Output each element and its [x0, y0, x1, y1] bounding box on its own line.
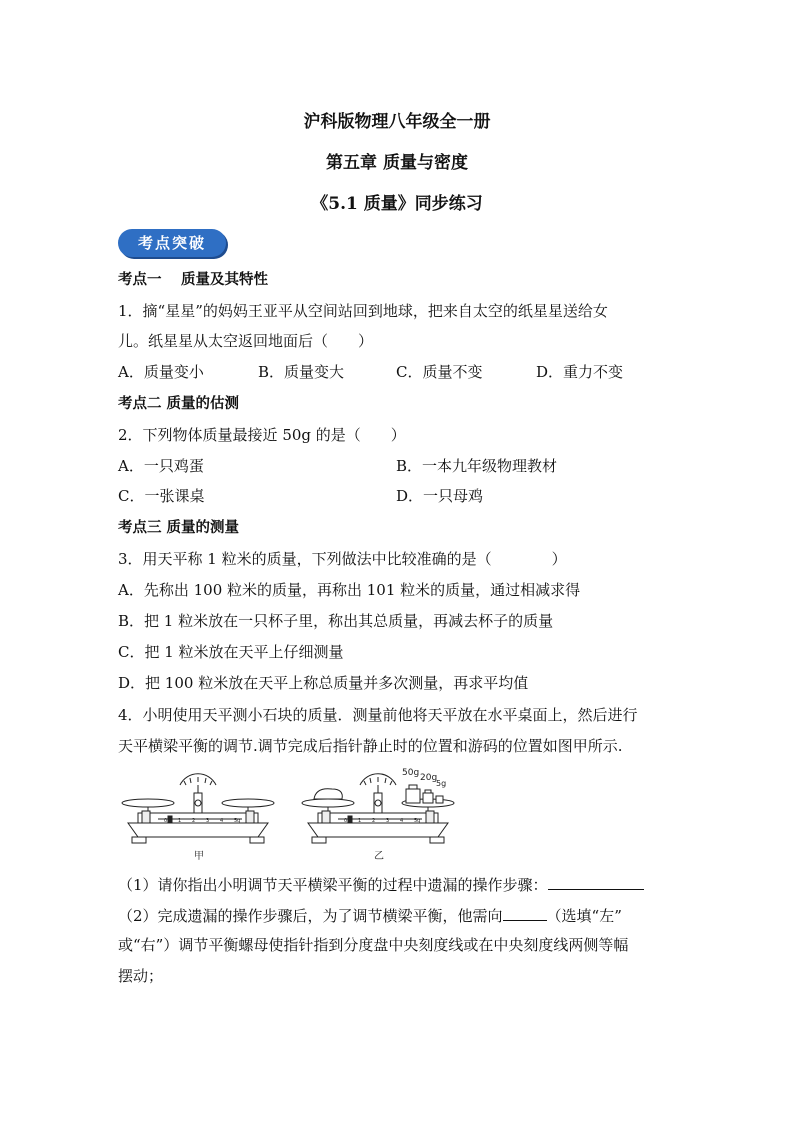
sub2-line1: [118, 904, 622, 926]
weight-5g: [436, 796, 443, 803]
scale-tick-label: 2: [192, 818, 196, 824]
sub2-line3: 摆动；: [118, 967, 164, 985]
scale-tick-label: 5g: [414, 818, 421, 824]
chapter-title: 第五章 质量与密度: [326, 153, 468, 173]
scale-tick-label: 2: [372, 818, 376, 824]
topic2-heading: 考点二 质量的估测: [118, 396, 240, 412]
sub2-line2: 或“右”）调节平衡螺母使指针指到分度盘中央刻度线或在中央刻度线两侧等幅: [118, 936, 629, 954]
balance-a: [122, 774, 274, 862]
weight-label-50g: 50g: [402, 768, 420, 778]
fig-label-b: 乙: [374, 851, 384, 862]
weight-50g: [406, 789, 420, 803]
q4-line1: 4．小明使用天平测小石块的质量．测量前他将天平放在水平桌面上，然后进行: [118, 706, 638, 724]
q3-option-c: C．把 1 粒米放在天平上仔细测量: [118, 643, 344, 661]
q3-option-d: D．把 100 粒米放在天平上称总质量并多次测量，再求平均值: [118, 674, 529, 692]
q1-option-a: A．质量变小: [118, 363, 204, 381]
weight-20g: [423, 793, 433, 803]
topic-badge: 考点突破: [118, 229, 226, 257]
answer-blank-2[interactable]: [503, 904, 547, 921]
topic1-heading: 考点一 质量及其特性: [118, 272, 269, 288]
q1-line2: 儿。纸星星从太空返回地面后（ ）: [118, 332, 374, 350]
q3-option-a: A．先称出 100 粒米的质量，再称出 101 粒米的质量，通过相减求得: [118, 581, 581, 599]
scale-tick-label: 1: [358, 818, 362, 824]
sub1-prompt: （1）请你指出小明调节天平横梁平衡的过程中遗漏的操作步骤：: [118, 876, 548, 894]
q4-line2: 天平横梁平衡的调节.调节完成后指针静止时的位置和游码的位置如图甲所示.: [118, 737, 623, 755]
q2-option-d: D．一只母鸡: [396, 487, 484, 505]
q1-option-d: D．重力不变: [536, 363, 624, 381]
balance-figure: [118, 763, 458, 865]
q1-option-b: B．质量变大: [258, 363, 345, 381]
section-title: 《5.1 质量》同步练习: [311, 194, 483, 214]
q3-option-b: B．把 1 粒米放在一只杯子里，称出其总质量，再减去杯子的质量: [118, 612, 554, 630]
q2-option-c: C．一张课桌: [118, 487, 205, 505]
scale-tick-label: 3: [386, 818, 390, 824]
q1-option-c: C．质量不变: [396, 363, 483, 381]
sub1-text: [118, 873, 644, 895]
q2-option-a: A．一只鸡蛋: [118, 457, 204, 475]
weight-label-20g: 20g: [420, 773, 438, 783]
stone-icon: [314, 789, 342, 799]
topic3-heading: 考点三 质量的测量: [118, 520, 240, 536]
scale-tick-label: 4: [400, 818, 404, 824]
sub2-choice-hint: （选填“左”: [546, 907, 622, 925]
book-title: 沪科版物理八年级全一册: [303, 112, 491, 132]
fig-label-a: 甲: [194, 851, 204, 862]
scale-tick-label: 3: [206, 818, 210, 824]
scale-tick-label: 1: [178, 818, 182, 824]
q3-text: 3．用天平称 1 粒米的质量，下列做法中比较准确的是（ ）: [118, 550, 567, 568]
sub2-prompt: （2）完成遗漏的操作步骤后，为了调节横梁平衡，他需向: [118, 907, 503, 925]
scale-tick-label: 0: [164, 818, 168, 824]
scale-tick-label: 4: [220, 818, 224, 824]
q2-text: 2．下列物体质量最接近 50g 的是（ ）: [118, 426, 406, 444]
answer-blank-1[interactable]: [548, 873, 644, 890]
scale-tick-label: 5g: [234, 818, 241, 824]
balance-b: [302, 768, 454, 862]
weight-label-5g: 5g: [436, 779, 447, 788]
scale-tick-label: 0: [344, 818, 348, 824]
q1-line1: 1．摘“星星”的妈妈王亚平从空间站回到地球，把来自太空的纸星星送给女: [118, 302, 608, 320]
q2-option-b: B．一本九年级物理教材: [396, 457, 558, 475]
